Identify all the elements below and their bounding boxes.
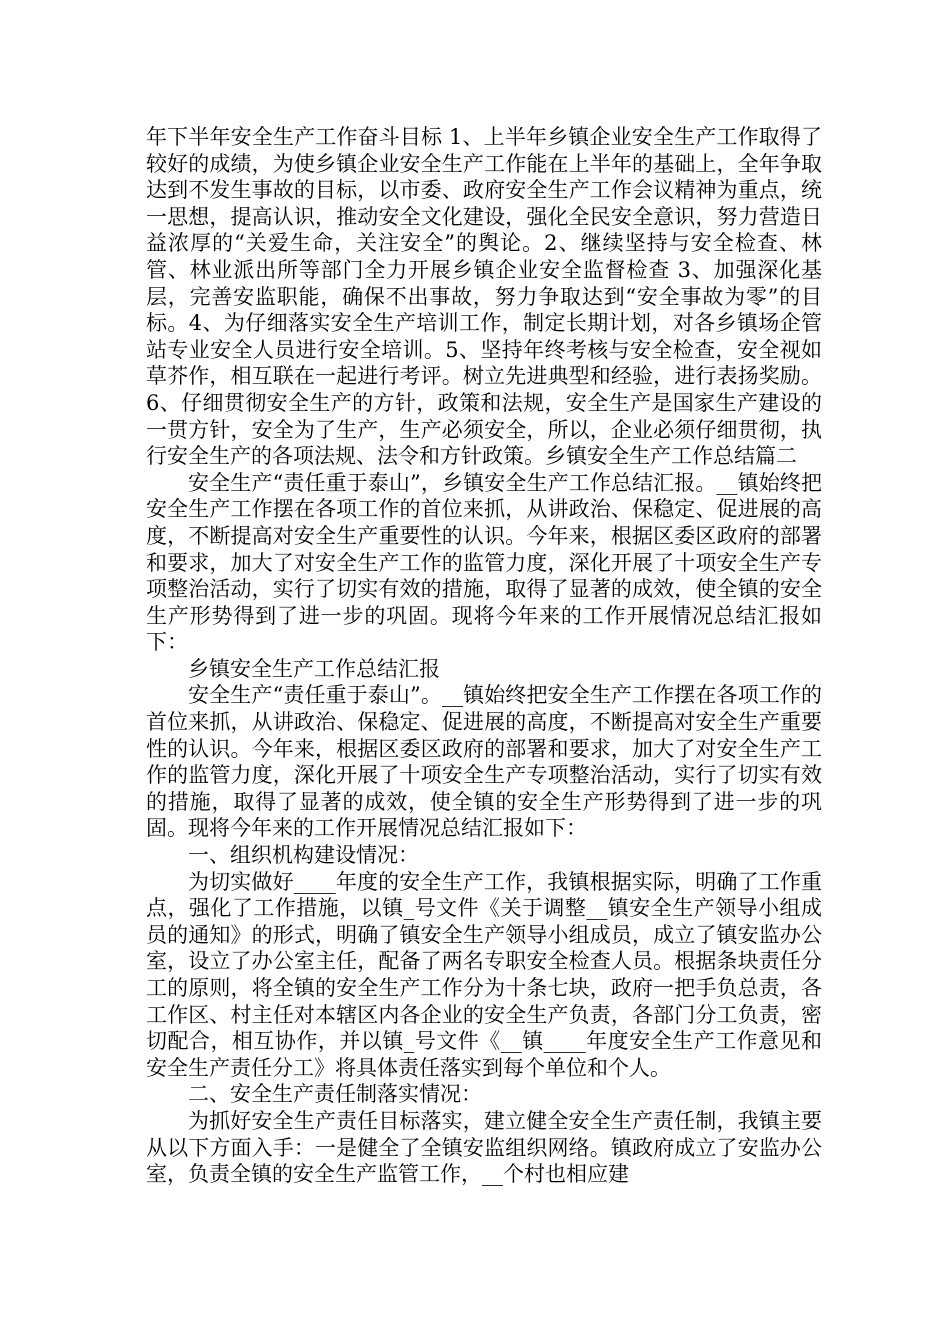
paragraph-intro: 安全生产“责任重于泰山”，乡镇安全生产工作总结汇报。__镇始终把安全生产工作摆在各项工作的首位来抓，从讲政治、保稳定、促进展的高度，不断提高对安全生产重要性的认识。今年来，根据区委区政府的部署和要求，加大了对安全生产工作的监管力度，深化开展了十项安全生产专项整治活动，实行了切实有效的措施，取得了显著的成效，使全镇的安全生产形势得到了进一步的巩固。现将今年来的工作开展情况总结汇报如下：: [146, 470, 822, 655]
heading-responsibility: 二、安全生产责任制落实情况：: [188, 1082, 482, 1107]
paragraph-summary: 安全生产“责任重于泰山”。__镇始终把安全生产工作摆在各项工作的首位来抓，从讲政治、保稳定、促进展的高度，不断提高对安全生产重要性的认识。今年来，根据区委区政府的部署和要求，加大了对安全生产工作的监管力度，深化开展了十项安全生产专项整治活动，实行了切实有效的措施，取得了显著的成效，使全镇的安全生产形势得到了进一步的巩固。现将今年来的工作开展情况总结汇报如下：: [146, 683, 822, 841]
paragraph-goals: 年下半年安全生产工作奋斗目标 1、上半年乡镇企业安全生产工作取得了较好的成绩，为使乡镇企业安全生产工作能在上半年的基础上，全年争取达到不发生事故的目标，以市委、政府安全生产工作会议精神为重点，统一思想，提高认识，推动安全文化建设，强化全民安全意识，努力营造日益浓厚的“关爱生命，关注安全”的舆论。2、继续坚持与安全检查、林管、林业派出所等部门全力开展乡镇企业安全监督检查 3、加强深化基层，完善安监职能，确保不出事故，努力争取达到“安全事故为零”的目标。4、为仔细落实安全生产培训工作，制定长期计划，对各乡镇场企管站专业安全人员进行安全培训。5、坚持年终考核与安全检查，安全视如草芥作，相互联在一起进行考评。树立先进典型和经验，进行表扬奖励。6、仔细贯彻安全生产的方针，政策和法规，安全生产是国家生产建设的一贯方针，安全为了生产，生产必须安全，所以，企业必须仔细贯彻，执行安全生产的各项法规、法令和方针政策。乡镇安全生产工作总结篇二: [146, 125, 822, 469]
document-page: [146, 124, 822, 1188]
section-title: 乡镇安全生产工作总结汇报: [188, 656, 440, 681]
paragraph-organization: 为切实做好____年度的安全生产工作，我镇根据实际，明确了工作重点，强化了工作措施，以镇_号文件《关于调整__镇安全生产领导小组成员的通知》的形式，明确了镇安全生产领导小组成员，成立了镇安监办公室，设立了办公室主任，配备了两名专职安全检查人员。根据条块责任分工的原则，将全镇的安全生产工作分为十条七块，政府一把手负总责，各工作区、村主任对本辖区内各企业的安全生产负责，各部门分工负责，密切配合，相互协作，并以镇_号文件《__镇____年度安全生产工作意见和安全生产责任分工》将具体责任落实到每个单位和个人。: [146, 869, 822, 1080]
heading-organization: 一、组织机构建设情况：: [188, 843, 419, 868]
paragraph-responsibility: 为抓好安全生产责任目标落实，建立健全安全生产责任制，我镇主要从以下方面入手：一是健全了全镇安监组织网络。镇政府成立了安监办公室，负责全镇的安全生产监管工作，__个村也相应建: [146, 1108, 822, 1187]
